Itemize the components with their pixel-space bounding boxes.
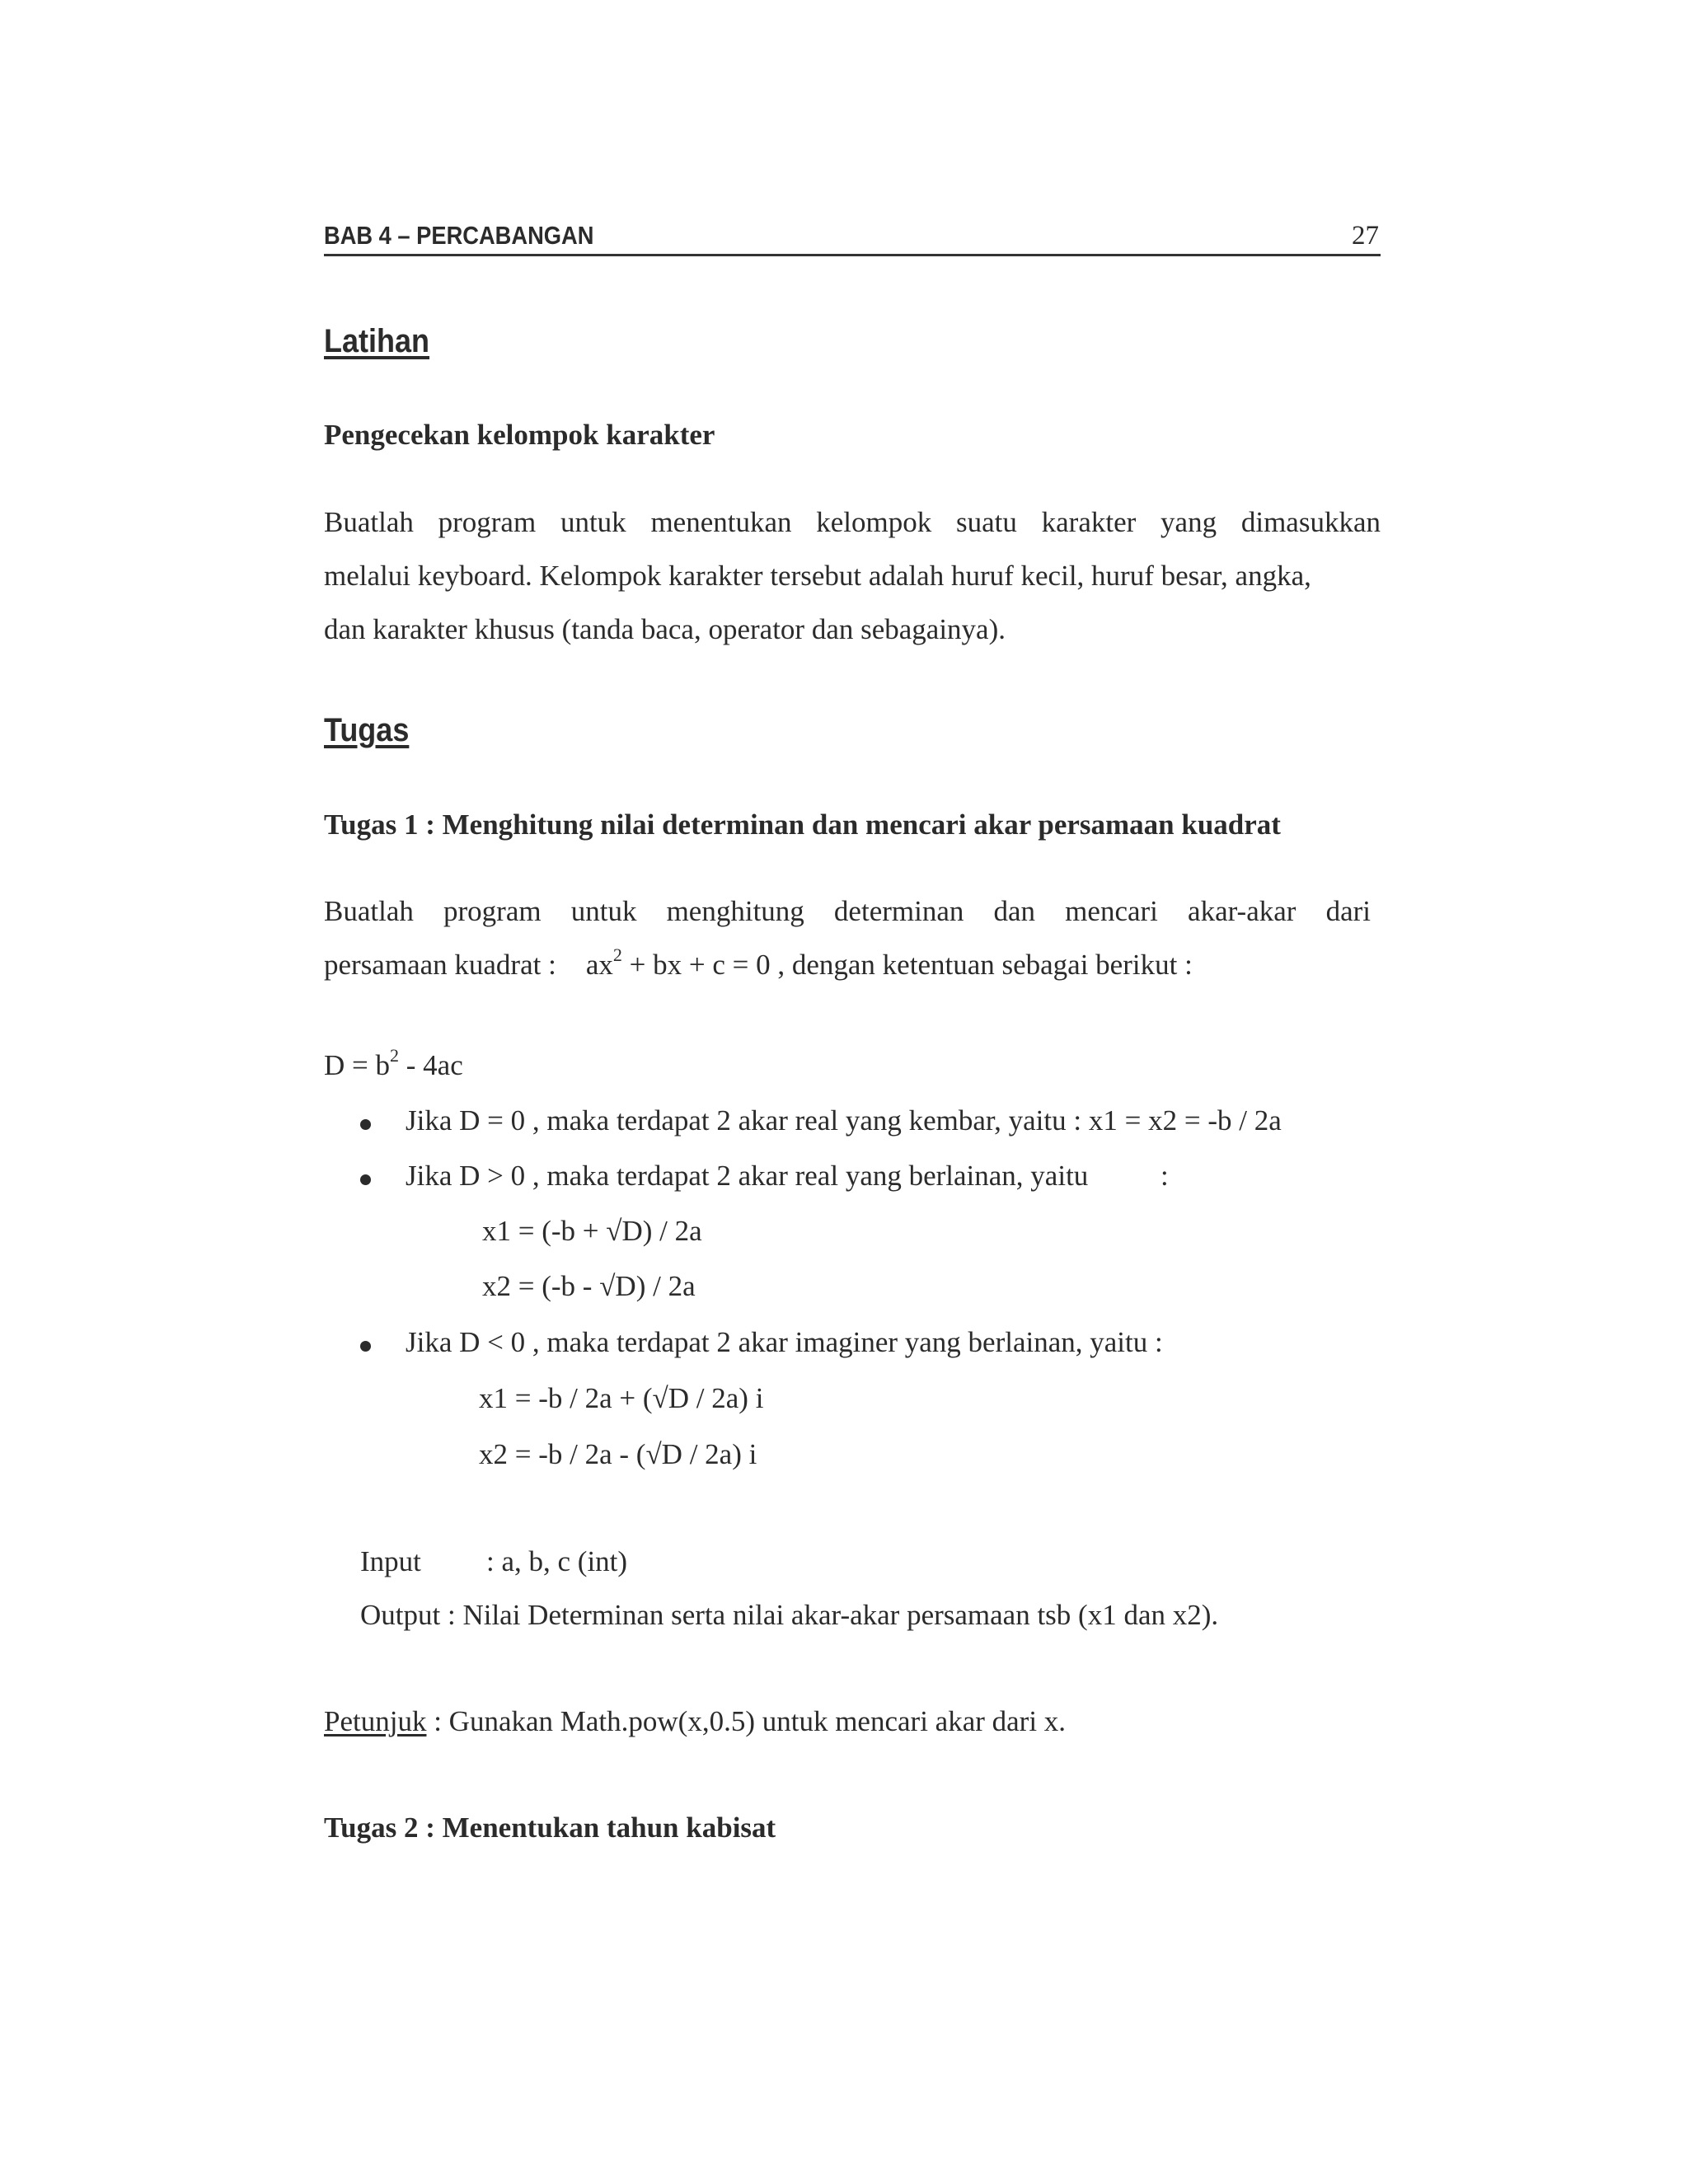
bullet-item-d-zero: Jika D = 0 , maka terdapat 2 akar real yang kembar, yaitu : x1 = x2 = -b / 2a xyxy=(406,1104,1282,1137)
page-number: 27 xyxy=(1352,221,1379,251)
bullet-dot xyxy=(360,1341,371,1352)
hint-label: Petunjuk xyxy=(324,1705,427,1737)
latihan-paragraph xyxy=(324,495,1381,656)
paragraph-line xyxy=(324,938,1371,995)
tugas1-intro xyxy=(324,884,1371,995)
bullet-dot xyxy=(360,1119,371,1130)
formula-text: D = b xyxy=(324,1049,391,1081)
chapter-title: BAB 4 – PERCABANGAN xyxy=(324,221,594,250)
bullet-colon: : xyxy=(1160,1160,1169,1192)
formula-x2-imaginary: x2 = -b / 2a - (√D / 2a) i xyxy=(479,1438,757,1470)
page-header xyxy=(324,221,1381,256)
equation-term: ax xyxy=(585,949,613,981)
subheading-pengecekan: Pengecekan kelompok karakter xyxy=(324,419,715,451)
superscript: 2 xyxy=(612,944,622,965)
hint xyxy=(324,1705,1066,1738)
formula-x1-imaginary: x1 = -b / 2a + (√D / 2a) i xyxy=(479,1382,764,1414)
paragraph-line: Buatlah program untuk menghitung determinan dan mencari akar-akar dari xyxy=(324,895,1371,927)
formula-text: - 4ac xyxy=(399,1049,463,1081)
output-text: Output : Nilai Determinan serta nilai akar-akar persamaan tsb (x1 dan x2). xyxy=(360,1599,1219,1631)
bullet-item-d-positive: Jika D > 0 , maka terdapat 2 akar real yang berlainan, yaitu xyxy=(406,1160,1089,1192)
paragraph-line: melalui keyboard. Kelompok karakter tersebut adalah huruf kecil, huruf besar, angka, xyxy=(324,560,1311,592)
bullet-dot xyxy=(360,1174,371,1185)
paragraph-line: Buatlah program untuk menentukan kelompok suatu karakter yang dimasukkan xyxy=(324,506,1381,538)
hint-text: : Gunakan Math.pow(x,0.5) untuk mencari akar dari x. xyxy=(426,1705,1067,1737)
determinant-formula xyxy=(324,1045,463,1082)
input-value: : a, b, c (int) xyxy=(486,1545,628,1577)
intro-text: + bx + c = 0 , dengan ketentuan sebagai berikut : xyxy=(621,949,1193,981)
formula-x2-real: x2 = (-b - √D) / 2a xyxy=(482,1270,696,1302)
section-heading-latihan: Latihan xyxy=(324,323,430,359)
subheading-tugas-2: Tugas 2 : Menentukan tahun kabisat xyxy=(324,1811,776,1844)
paragraph-line: dan karakter khusus (tanda baca, operator dan sebagainya). xyxy=(324,613,1006,645)
superscript: 2 xyxy=(390,1045,400,1066)
intro-text: persamaan kuadrat : xyxy=(324,949,556,981)
subheading-tugas-1: Tugas 1 : Menghitung nilai determinan dan mencari akar persamaan kuadrat xyxy=(324,808,1281,841)
bullet-item-d-negative: Jika D < 0 , maka terdapat 2 akar imaginer yang berlainan, yaitu : xyxy=(406,1326,1163,1358)
section-heading-tugas: Tugas xyxy=(324,712,410,748)
formula-x1-real: x1 = (-b + √D) / 2a xyxy=(482,1215,702,1247)
input-label: Input xyxy=(360,1545,421,1577)
